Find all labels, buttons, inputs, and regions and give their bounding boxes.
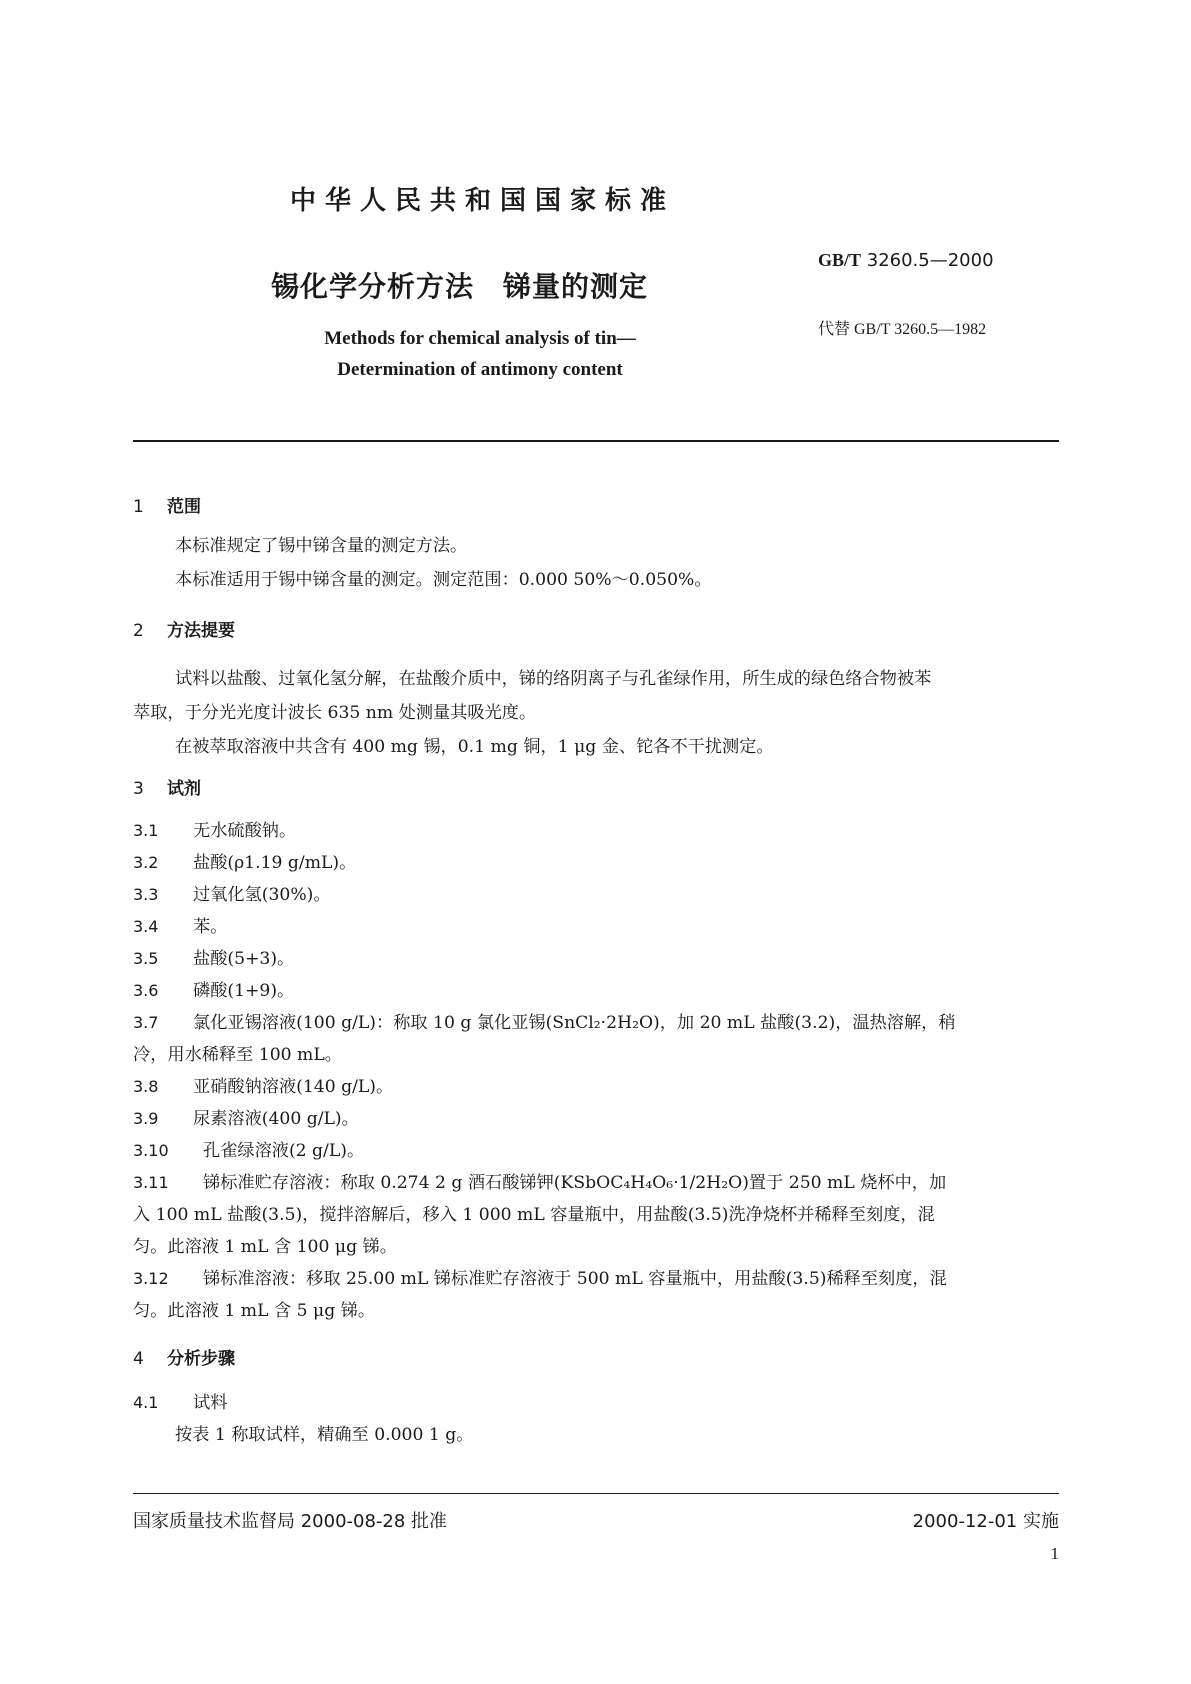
- item-text-continued: 冷，用水稀释至 100 mL。: [133, 1045, 342, 1065]
- reagent-item: [133, 847, 1059, 879]
- standard-prefix: GB/T: [818, 250, 862, 270]
- item-number: 3.7: [133, 1013, 159, 1032]
- english-title-line-2: Determination of antimony content: [337, 359, 623, 380]
- section-1-heading: [133, 492, 201, 517]
- section-4-heading: [133, 1344, 235, 1369]
- reagent-item: [133, 1071, 1059, 1103]
- section-title: 分析步骤: [167, 1349, 235, 1369]
- item-number: 3.3: [133, 885, 159, 904]
- header-rule: [133, 440, 1059, 442]
- paragraph: 本标准规定了锡中锑含量的测定方法。: [175, 536, 468, 556]
- reagent-item: [133, 815, 1059, 847]
- page-number: 1: [1050, 1544, 1059, 1563]
- standard-number: [818, 250, 994, 271]
- item-number: 3.4: [133, 917, 159, 936]
- item-text: 亚硝酸钠溶液(140 g/L)。: [193, 1077, 394, 1097]
- paragraph-line: 萃取，于分光光度计波长 635 nm 处测量其吸光度。: [133, 703, 537, 723]
- replaces-note: 代替 GB/T 3260.5—1982: [818, 321, 987, 338]
- section-title: 方法提要: [167, 621, 235, 641]
- reagent-item: [133, 1167, 1059, 1263]
- chinese-document-title: 锡化学分析方法 锑量的测定: [271, 270, 649, 303]
- item-text: 尿素溶液(400 g/L)。: [193, 1109, 359, 1129]
- paragraph: 本标准适用于锡中锑含量的测定。测定范围：0.000 50%～0.050%。: [175, 570, 712, 590]
- national-standard-title: 中华人民共和国国家标准: [290, 186, 676, 216]
- section-number: 4: [133, 1349, 144, 1369]
- reagent-item: [133, 1007, 1059, 1071]
- item-text-continued: 匀。此溶液 1 mL 含 100 μg 锑。: [133, 1237, 397, 1257]
- footer-rule: [133, 1493, 1059, 1494]
- item-text-continued: 入 100 mL 盐酸(3.5)，搅拌溶解后，移入 1 000 mL 容量瓶中，用盐酸(3.5)洗净烧杯并稀释至刻度，混: [133, 1205, 935, 1225]
- item-text-continued: 匀。此溶液 1 mL 含 5 μg 锑。: [133, 1301, 376, 1321]
- item-number: 4.1: [133, 1393, 159, 1412]
- reagent-item: [133, 1103, 1059, 1135]
- reagent-item: [133, 943, 1059, 975]
- step-item: [133, 1387, 1059, 1451]
- item-text: 锑标准贮存溶液：称取 0.274 2 g 酒石酸锑钾(KSbOC₄H₄O₆·1/2H₂O)置于 250 mL 烧杯中，加: [203, 1173, 947, 1193]
- item-text: 氯化亚锡溶液(100 g/L)：称取 10 g 氯化亚锡(SnCl₂·2H₂O)，加 20 mL 盐酸(3.2)，温热溶解，稍: [193, 1013, 956, 1033]
- item-number: 3.6: [133, 981, 159, 1000]
- paragraph: 按表 1 称取试样，精确至 0.000 1 g。: [175, 1425, 474, 1445]
- paragraph: 在被萃取溶液中共含有 400 mg 锡，0.1 mg 铜，1 μg 金、铊各不干扰测定。: [175, 737, 774, 757]
- item-text: 孔雀绿溶液(2 g/L)。: [203, 1141, 365, 1161]
- reagent-item: [133, 975, 1059, 1007]
- reagent-item: [133, 879, 1059, 911]
- section-number: 1: [133, 497, 144, 517]
- item-title: 试料: [193, 1393, 228, 1413]
- item-number: 3.2: [133, 853, 159, 872]
- effective-date: 2000-12-01 实施: [912, 1511, 1059, 1532]
- item-number: 3.8: [133, 1077, 159, 1096]
- item-number: 3.5: [133, 949, 159, 968]
- section-title: 范围: [167, 497, 201, 517]
- item-text: 苯。: [193, 917, 228, 937]
- paragraph-line: 试料以盐酸、过氧化氢分解，在盐酸介质中，锑的络阴离子与孔雀绿作用，所生成的绿色络合物被苯: [175, 669, 932, 689]
- item-text: 锑标准溶液：移取 25.00 mL 锑标准贮存溶液于 500 mL 容量瓶中，用盐酸(3.5)稀释至刻度，混: [203, 1269, 947, 1289]
- english-title-line-1: Methods for chemical analysis of tin—: [324, 328, 636, 349]
- item-text: 盐酸(5+3)。: [193, 949, 295, 969]
- section-2-body: [133, 662, 1059, 764]
- item-number: 3.11: [133, 1173, 169, 1192]
- item-number: 3.12: [133, 1269, 169, 1288]
- item-text: 无水硫酸钠。: [193, 821, 297, 841]
- reagent-item: [133, 1263, 1059, 1327]
- item-number: 3.10: [133, 1141, 169, 1160]
- section-title: 试剂: [167, 779, 201, 799]
- reagent-item: [133, 1135, 1059, 1167]
- reagent-item: [133, 911, 1059, 943]
- section-number: 2: [133, 621, 144, 641]
- section-2-heading: [133, 616, 235, 641]
- standard-number-value: 3260.5—2000: [866, 250, 994, 271]
- section-1-body: [133, 529, 1059, 597]
- item-text: 盐酸(ρ1.19 g/mL)。: [193, 853, 357, 873]
- item-text: 磷酸(1+9)。: [193, 981, 295, 1001]
- section-number: 3: [133, 779, 144, 799]
- item-number: 3.9: [133, 1109, 159, 1128]
- item-text: 过氧化氢(30%)。: [193, 885, 331, 905]
- item-number: 3.1: [133, 821, 159, 840]
- approval-note: 国家质量技术监督局 2000-08-28 批准: [133, 1511, 448, 1532]
- section-3-heading: [133, 774, 201, 799]
